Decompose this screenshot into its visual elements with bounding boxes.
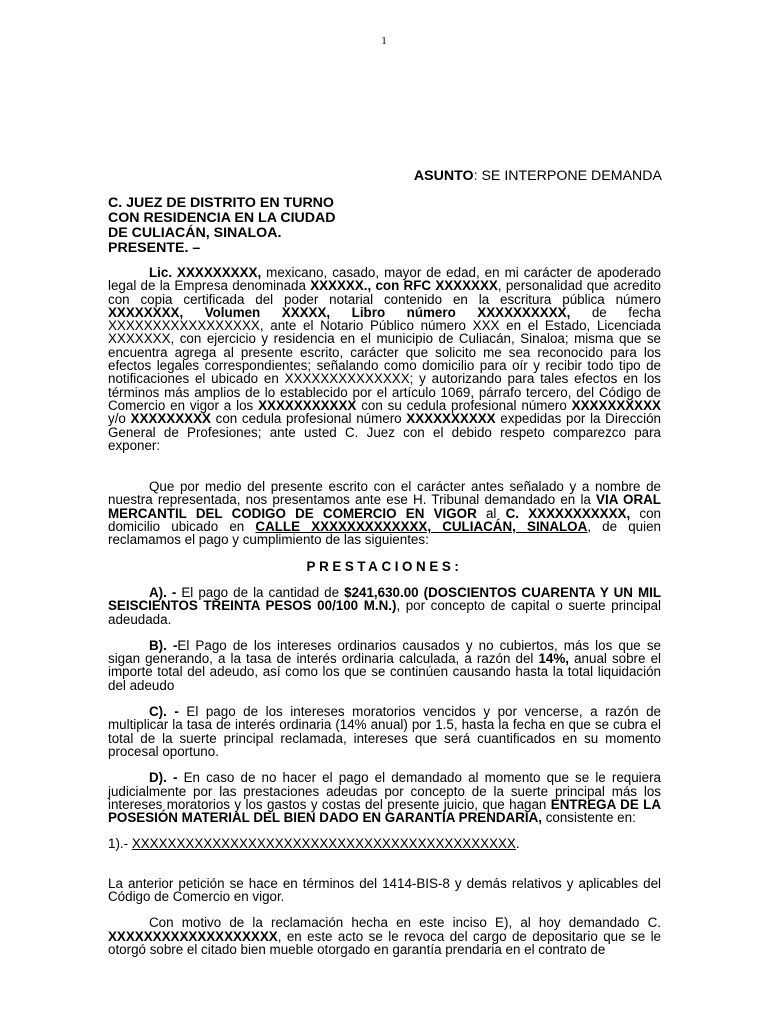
text-run: XXXXXXXXXX	[571, 397, 661, 413]
list-number: 1).-	[108, 836, 132, 852]
text-run: CALLE XXXXXXXXXXXXX, CULIACÁN, SINALOA	[255, 519, 588, 535]
text-run: Lic. XXXXXXXXX,	[149, 265, 262, 280]
text-run: con domicilio ubicado en	[108, 505, 662, 535]
list-item	[108, 837, 661, 850]
text-run: Que por medio del presente escrito con el carácter antes señalado y a nombre de nuestra representada, nos presentamos ante ese H. Tribunal demandado en la	[108, 479, 661, 508]
text-run: C). -	[149, 704, 179, 720]
text-run: A). -	[149, 584, 177, 600]
text-run: consistente en:	[542, 810, 636, 826]
text-run: al	[476, 505, 506, 521]
text-run: mexicano, casado, mayor de edad, en mi carácter de apoderado legal de la Empresa denominada	[108, 265, 661, 294]
text-run: XXXXXX., con RFC XXXXXXX	[310, 278, 498, 294]
text-run: , por concepto de capital o suerte principal adeudada.	[108, 598, 661, 627]
text-run: XXXXXXXX, Volumen XXXXX, Libro número XXXXXXXXXX,	[108, 304, 571, 320]
list-text: XXXXXXXXXXXXXXXXXXXXXXXXXXXXXXXXXXXXXXXXXXX	[131, 836, 516, 852]
asunto-label: ASUNTO	[413, 168, 474, 184]
document-body	[108, 266, 661, 956]
text-run: El pago de los intereses moratorios vencidos y por vencerse, a razón de multiplicar la tasa de interés ordinaria (14% anual) por 1.5, hasta la fecha en que se cubra el total de la suerte principal reclamada, intereses que será cuantificados en su momento procesal oportuno.	[108, 704, 662, 759]
text-run: D). -	[149, 770, 178, 786]
text-run: XXXXXXXXX	[130, 411, 211, 427]
list-end: .	[515, 836, 520, 852]
text-run: B). -	[149, 637, 178, 653]
text-run: con su cedula profesional número	[356, 397, 572, 413]
asunto-text: : SE INTERPONE DEMANDA	[473, 168, 662, 184]
text-run: anual sobre el importe total del adeudo, así como los que se continúen causando hasta la total liquidación del adeudo	[108, 651, 661, 693]
peticion-paragraph: La anterior petición se hace en términos del 1414-BIS-8 y demás relativos y aplicables del Código de Comercio en vigor.	[108, 875, 661, 904]
text-run: VIA ORAL MERCANTIL DEL CODIGO DE COMERCIO EN VIGOR	[108, 492, 661, 521]
text-run: y/o	[108, 411, 131, 427]
text-run: , personalidad que acredito con copia certificada del poder notarial contenido en la escritura pública número	[108, 278, 661, 307]
prestacion-b	[108, 639, 661, 692]
text-run: expedidas por la Dirección General de Profesiones; ante usted C. Juez con el debido respeto comparezco para exponer:	[108, 411, 661, 453]
page-number: 1	[381, 35, 387, 47]
addressee-line: DE CULIACÁN, SINALOA.	[108, 225, 282, 241]
text-run: ENTREGA DE LA POSESIÓN MATERIAL DEL BIEN DADO EN GARANTÍA PRENDARIA,	[108, 796, 661, 826]
text-run: , de quien reclamamos el pago y cumplimiento de las siguientes:	[108, 519, 661, 548]
text-run: $241,630.00 (DOSCIENTOS CUARENTA Y UN MIL SEISCIENTOS TREINTA PESOS 00/100 M.N.)	[108, 584, 661, 614]
addressee-line: PRESENTE. –	[108, 240, 201, 256]
text-run: C. XXXXXXXXXXX,	[505, 505, 631, 521]
prestaciones-title: PRESTACIONES:	[306, 558, 463, 574]
prestacion-c	[108, 705, 661, 758]
text-run: XXXXXXXXXXX	[258, 397, 357, 413]
text-run: El pago de la cantidad de	[176, 584, 345, 600]
text-run: En caso de no hacer el pago el demandado al momento que se le requiera judicialmente por las prestaciones adeudas por concepto de la suerte principal más los intereses moratorios y los gastos y costas del presente juicio, que hagan	[108, 770, 662, 812]
prestacion-d	[108, 771, 661, 824]
addressee-block	[108, 196, 336, 256]
text-run: , en este acto se le revoca del cargo de depositario que se le otorgó sobre el citado bien mueble otorgado en garantía prendaria en el contrato de	[108, 928, 661, 957]
text-run: 14%,	[538, 651, 569, 667]
text-run: Con motivo de la reclamación hecha en este inciso E), al hoy demandado C.	[149, 915, 661, 931]
asunto-line	[414, 170, 662, 183]
text-run: de fecha XXXXXXXXXXXXXXXXX, ante el Notario Público número XXX en el Estado, Licenciada XXXXXXX, con ejercicio y residencia en el municipio de Culiacán, Sinaloa; misma que se encuentra agrega al presente escrito, carácter que solicito me sea reconocido para los efectos legales correspondientes; señalando como domicilio para oír y recibir todo tipo de notificaciones el ubicado en XXXXXXXXXXXXXX; y autorizando para tales efectos en los términos más amplios de lo establecido por el artículo 1069, párrafo tercero, del Código de Comercio en vigor a los	[108, 304, 662, 413]
text-run: XXXXXXXXXXXXXXXXXXX	[108, 928, 278, 944]
text-run: con cedula profesional número	[210, 411, 407, 427]
text-run: XXXXXXXXXX	[406, 411, 496, 427]
intro-paragraph	[108, 266, 661, 452]
claim-paragraph	[108, 480, 661, 546]
revocation-paragraph	[108, 916, 661, 956]
text-run: El Pago de los intereses ordinarios causados y no cubiertos, más los que se sigan generando, a la tasa de interés ordinaria calculada, a razón del	[108, 637, 661, 667]
prestacion-a	[108, 586, 661, 626]
addressee-line: CON RESIDENCIA EN LA CIUDAD	[108, 210, 336, 226]
addressee-line: C. JUEZ DE DISTRITO EN TURNO	[108, 195, 334, 211]
